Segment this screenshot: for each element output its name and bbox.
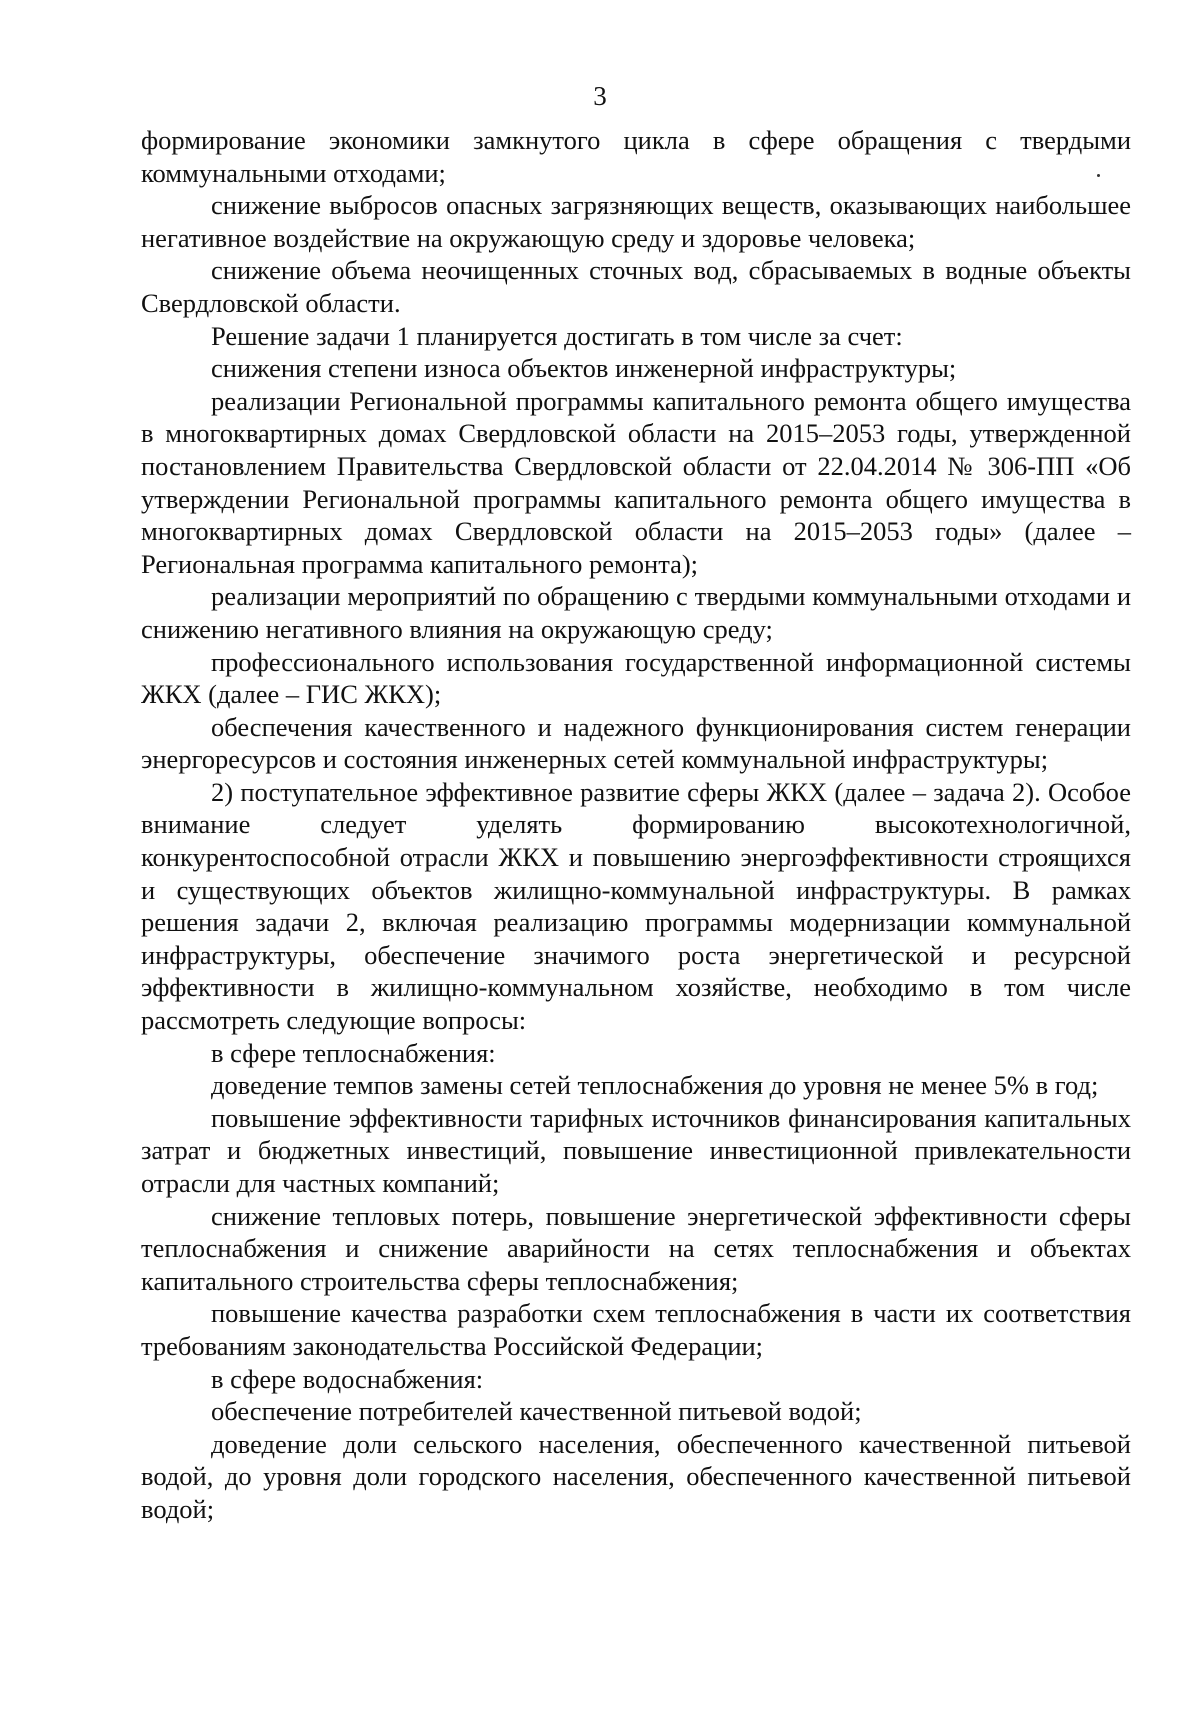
scan-speck [1097, 174, 1100, 177]
paragraph: в сфере водоснабжения: [211, 1363, 484, 1394]
page-number: 3 [593, 81, 607, 111]
document-body [141, 124, 1131, 1526]
paragraph: снижение объема неочищенных сточных вод, сбрасываемых в водные объекты Свердловской области. [141, 255, 1131, 318]
paragraph: реализации мероприятий по обращению с твердыми коммунальными отходами и снижению негативного влияния на окружающую среду; [141, 581, 1131, 644]
paragraph: снижения степени износа объектов инженерной инфраструктуры; [211, 353, 957, 384]
paragraph: Решение задачи 1 планируется достигать в том числе за счет: [211, 320, 903, 351]
paragraph: 2) поступательное эффективное развитие сферы ЖКХ (далее – задача 2). Особое внимание следует уделять формированию высокотехнологичной, конкурентоспособной отрасли ЖКХ и повышению энергоэффективности строящихся и существующих объектов жилищно-коммунальной инфраструктуры. В рамках решения задачи 2, включая реализацию программы модернизации коммунальной инфраструктуры, обеспечение значимого роста энергетической и ресурсной эффективности в жилищно-коммунальном хозяйстве, необходимо в том числе рассмотреть следующие вопросы: [141, 776, 1131, 1036]
paragraph: реализации Региональной программы капитального ремонта общего имущества в многоквартирных домах Свердловской области на 2015–2053 годы, утвержденной постановлением Правительства Свердловской области от 22.04.2014 № 306-ПП «Об утверждении Региональной программы капитального ремонта общего имущества в многоквартирных домах Свердловской области на 2015–2053 годы» (далее – Региональная программа капитального ремонта); [141, 385, 1131, 579]
paragraph: снижение выбросов опасных загрязняющих веществ, оказывающих наибольшее негативное воздействие на окружающую среду и здоровье человека; [141, 190, 1131, 253]
paragraph: повышение качества разработки схем теплоснабжения в части их соответствия требованиям законодательства Российской Федерации; [141, 1298, 1131, 1361]
paragraph: снижение тепловых потерь, повышение энергетической эффективности сферы теплоснабжения и снижение аварийности на сетях теплоснабжения и объектах капитального строительства сферы теплоснабжения; [141, 1200, 1131, 1296]
paragraph: в сфере теплоснабжения: [211, 1037, 496, 1068]
paragraph: доведение темпов замены сетей теплоснабжения до уровня не менее 5% в год; [211, 1070, 1099, 1101]
paragraph: обеспечения качественного и надежного функционирования систем генерации энергоресурсов и состояния инженерных сетей коммунальной инфраструктуры; [141, 711, 1131, 775]
paragraph: доведение доли сельского населения, обеспеченного качественной питьевой водой, до уровня доли городского населения, обеспеченного качественной питьевой водой; [141, 1428, 1131, 1524]
paragraph: повышение эффективности тарифных источников финансирования капитальных затрат и бюджетных инвестиций, повышение инвестиционной привлекательности отрасли для частных компаний; [141, 1102, 1131, 1198]
paragraph: формирование экономики замкнутого цикла в сфере обращения с твердыми коммунальными отходами; [141, 125, 1131, 188]
paragraph: обеспечение потребителей качественной питьевой водой; [211, 1396, 862, 1427]
paragraph: профессионального использования государственной информационной системы ЖКХ (далее – ГИС ЖКХ); [141, 646, 1131, 710]
